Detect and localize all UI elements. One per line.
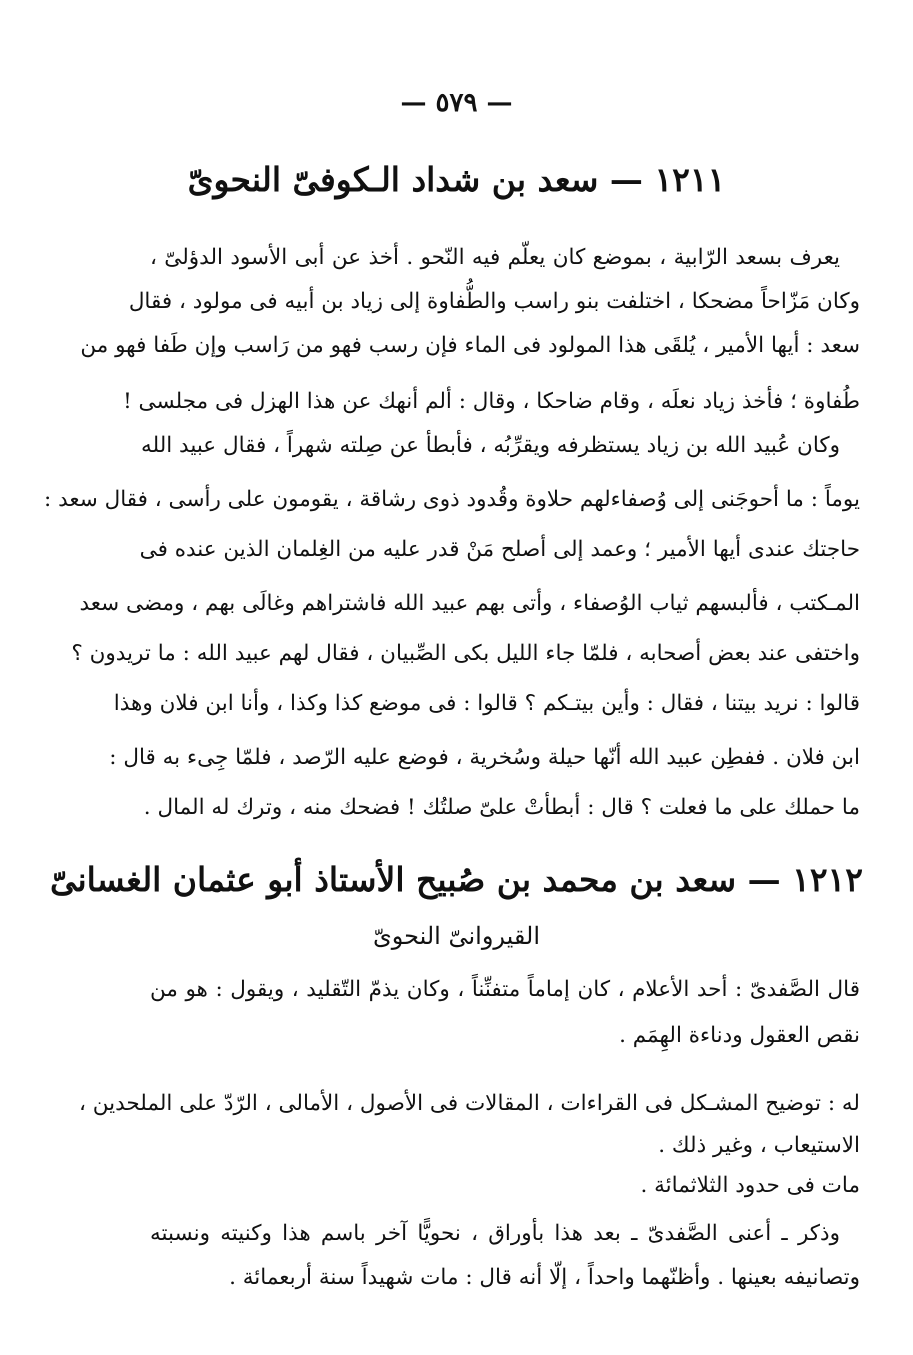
entry-1211-line-3: سعد : أيها الأمير ، يُلقَى هذا المولود فى الماء فإن رسب فهو من رَاسب وإن طَفا فهو من [80,333,860,358]
entry-1212-line-2: نقص العقول ودناءة الهِمَم . [619,1023,860,1048]
entry-1211-line-10: قالوا : نريد بيتنا ، فقال : وأين بيتـكم ؟ قالوا : فى موضع كذا وكذا ، وأنا ابن فلان وهذا [113,691,860,716]
entry-1211-line-11: ابن فلان . ففطِن عبيد الله أنّها حيلة وسُخرية ، فوضع عليه الرّصد ، فلمّا جِىء به قال : [109,745,860,770]
entry-1211-line-4: طُفاوة ؛ فأخذ زياد نعلَه ، وقام ضاحكا ، وقال : ألم أنهك عن هذا الهزل فى مجلسى ! [123,389,860,414]
entry-1211-line-12: ما حملك على ما فعلت ؟ قال : أبطأتْ علىّ صلتُك ! فضحك منه ، وترك له المال . [143,795,860,820]
entry-title-1211: ١٢١١ — سعد بن شداد الـكوفىّ النحوىّ [187,160,726,199]
entry-1211-line-2: وكان مَزّاحاً مضحكا ، اختلفت بنو راسب والطُّفاوة إلى زياد بن أبيه فى مولود ، فقال [128,289,860,314]
entry-1211-line-8: المـكتب ، فألبسهم ثياب الوُصفاء ، وأتى بهم عبيد الله فاشتراهم وغالَى بهم ، ومضى سعد [79,591,860,616]
entry-1211-line-5: وكان عُبيد الله بن زياد يستظرفه ويقرِّبُه ، فأبطأ عن صِلته شهراً ، فقال عبيد الله [141,433,840,458]
entry-1212-line-7: وتصانيفه بعينها . وأظنّهما واحداً ، إلّا أنه قال : مات شهيداً سنة أربعمائة . [229,1265,860,1290]
entry-1211-line-1: يعرف بسعد الرّابية ، بموضع كان يعلّم فيه النّحو . أخذ عن أبى الأسود الدؤلىّ ، [150,245,840,270]
entry-1211-line-9: واختفى عند بعض أصحابه ، فلمّا جاء الليل بكى الصِّبيان ، فقال لهم عبيد الله : ما تريدون ؟ [71,641,860,666]
entry-1212-line-6: وذكر ـ أعنى الصَّفدىّ ـ بعد هذا بأوراق ، نحويًّا آخر باسم هذا وكنيته ونسبته [150,1221,840,1246]
entry-1211-line-7: حاجتك عندى أيها الأمير ؛ وعمد إلى أصلح مَنْ قدر عليه من الغِلمان الذين عنده فى [139,537,860,562]
entry-1212-line-5: مات فى حدود الثلاثمائة . [640,1173,860,1198]
page-number: — ٥٧٩ — [400,88,513,118]
entry-title-1212: ١٢١٢ — سعد بن محمد بن صُبيح الأستاذ أبو عثمان الغسانىّ [49,860,863,899]
entry-1211-line-6: يوماً : ما أحوجَنى إلى وُصفاءلهم حلاوة وقُدود ذوى رشاقة ، يقومون على رأسى ، فقال سعد : [44,487,860,512]
entry-1212-line-4: الاستيعاب ، وغير ذلك . [658,1133,860,1158]
entry-1212-line-1: قال الصَّفدىّ : أحد الأعلام ، كان إماماً متفنِّناً ، وكان يذمّ التّقليد ، ويقول : هو من [150,977,860,1002]
entry-1212-line-3: له : توضيح المشـكل فى القراءات ، المقالات فى الأصول ، الأمالى ، الرّدّ على الملحدين ، [79,1091,860,1116]
entry-subtitle-1212: القيروانىّ النحوىّ [372,922,541,950]
